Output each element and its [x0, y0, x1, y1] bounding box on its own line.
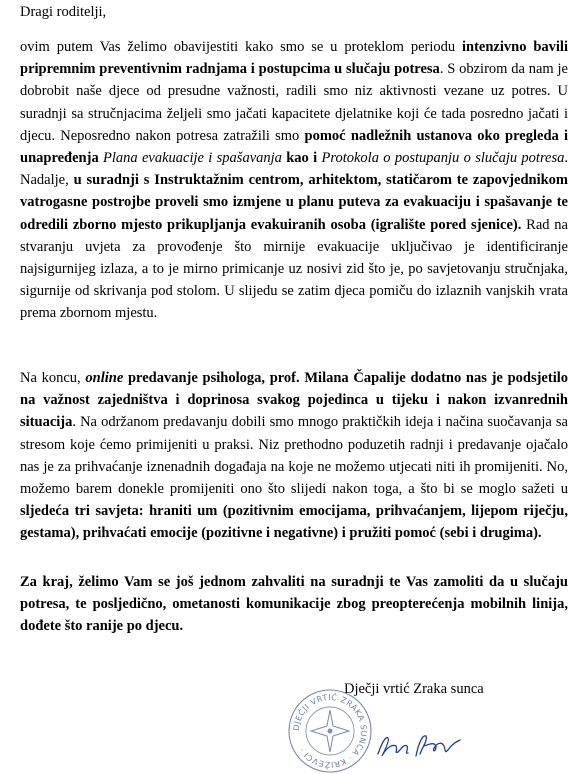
handwritten-signature	[374, 728, 464, 764]
text-run: pomoć nadležnih ustanova oko pregleda i unapređenja	[20, 127, 568, 167]
institution-signature-line: Dječji vrtić Zraka sunca	[344, 681, 484, 697]
text-run: predavanje psihologa, prof. Milana Čapalije dodatno nas je podsjetilo na važnost zajedništva i doprinosa svakog pojedinca u tijeku i nakon izvanrednih situacija	[20, 370, 569, 431]
text-run: sljedeća tri savjeta: hraniti um (pozitivnim emocijama, prihvaćanjem, lijepom riječju, gestama), prihvaćati emocije (pozitivne i negativne) i pružiti pomoć (sebi i drugima).	[20, 503, 568, 542]
svg-text:DJEČJI VRTIĆ ZRAKA SUNCA · KRI	[292, 691, 368, 771]
greeting: Dragi roditelji,	[20, 4, 107, 20]
text-run: Plana evakuacije i spašavanja	[103, 150, 282, 167]
text-run: . Na održanom predavanju dobili smo mnogo praktičkih ideja i načina suočavanja sa stresom koje ćemo primijeniti u praksi. Niz prethodno poduzetih radnji i predavanje ojačalo nas je za prihvaćanje iznenadnih događaja na koje ne možemo utjecati niti ih promijeniti. No, možemo barem donekle promijeniti ono što slijedi nakon toga, a što bi se moglo sažeti u	[20, 414, 568, 498]
text-run: u suradnji s Instruktažnim centrom, arhitektom, statičarom te zapovjednikom vatrogasne postrojbe proveli smo izmjene u planu puteva za evakuaciju i spašavanje te odredili zborno mjesto prikupljanja evakuiranih osoba (igralište pored sjenice).	[20, 172, 568, 233]
text-run: . S obzirom da nam je dobrobit naše djece od presudne važnosti, radili smo niz aktivnosti vezane uz potres. U suradnji sa stručnjacima željeli smo jačati kapacitete djelatnike koji će tada posredno jačati i djecu. Neposredno nakon potresa zatražili smo	[20, 61, 568, 144]
text-run: Rad na stvaranju uvjeta za provođenje što mirnije evakuacije uključivao je identificiranje najsigurnijeg izlaza, a to je mirno primicanje uz nosivi zid što je, po savjetovanju stručnjaka, sigurnije od skrivanja pod stolom. U slijedu se zatim djeca pomiču do izlaznih vanjskih vrata prema zbornom mjestu.	[20, 216, 568, 322]
text-run: Za kraj, želimo Vam se još jednom zahvaliti na suradnji te Vas zamoliti da u slučaju potresa, te posljedično, ometanosti komunikacije zbog preopterećenja mobilnih linija, dođete što ranije po djecu.	[20, 574, 568, 635]
paragraph-closing	[20, 571, 568, 638]
text-run: ovim putem Vas želimo obavijestiti kako smo se u proteklom periodu	[20, 39, 462, 55]
seal-text: DJEČJI VRTIĆ ZRAKA SUNCA · KRIŽEVCI ·	[291, 692, 369, 770]
text-run: online	[85, 370, 124, 386]
text-run: intenzivno bavili pripremnim preventivnim radnjama i postupcima u slučaju potresa	[20, 39, 568, 78]
text-run: kao i	[281, 150, 322, 167]
institution-seal	[287, 688, 373, 774]
text-run: . Nadalje,	[20, 150, 569, 189]
paragraph-lecture	[20, 367, 568, 545]
paragraph-preparation	[20, 36, 568, 325]
text-run: Na koncu,	[20, 370, 86, 386]
text-run: Protokola o postupanju o slučaju potresa	[321, 150, 565, 167]
